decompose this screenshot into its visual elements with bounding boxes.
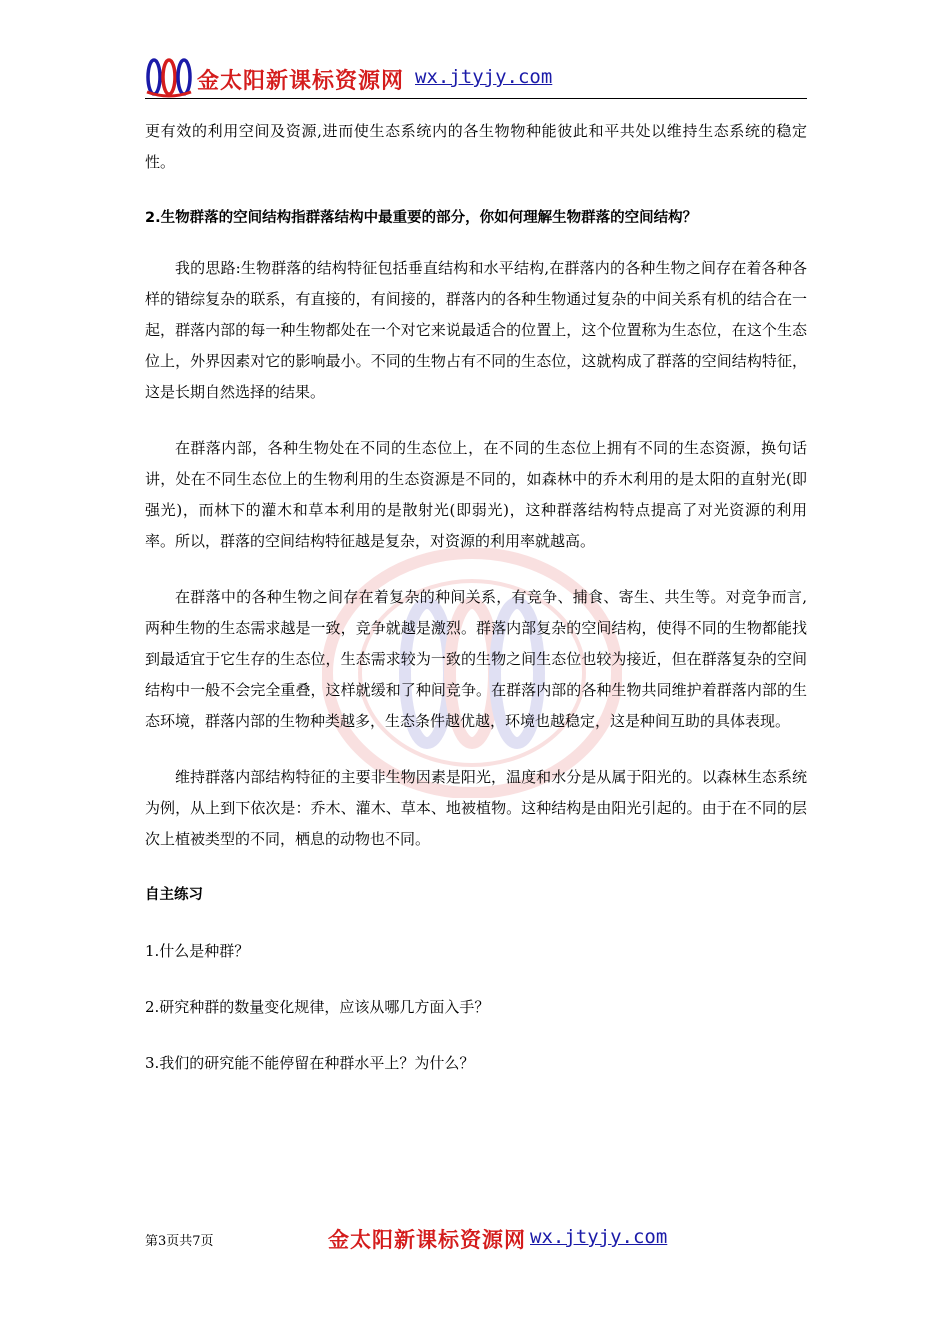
- header-divider: [145, 98, 807, 99]
- paragraph-thinking: 我的思路:生物群落的结构特征包括垂直结构和水平结构,在群落内的各种生物之间存在着各种各样的错综复杂的联系，有直接的，有间接的，群落内的各种生物通过复杂的中间关系有机的结合在一起，群落内部的每一种生物都处在一个对它来说最适合的位置上，这个位置称为生态位，在这个生态位上，外界因素对它的影响最小。不同的生物占有不同的生态位，这就构成了群落的空间结构特征，这是长期自然选择的结果。: [145, 259, 807, 401]
- section-heading-practice: 自主练习: [145, 887, 203, 903]
- jintaiyang-logo-icon: [145, 56, 193, 98]
- header-brand-name: 金太阳新课标资源网: [197, 68, 405, 94]
- paragraph-abiotic-factors: 维持群落内部结构特征的主要非生物因素是阳光，温度和水分是从属于阳光的。以森林生态系统为例，从上到下依次是：乔木、灌木、草本、地被植物。这种结构是由阳光引起的。由于在不同的层次上植被类型的不同，栖息的动物也不同。: [145, 768, 807, 848]
- paragraph-continuation: 更有效的利用空间及资源,进而使生态系统内的各生物物种能彼此和平共处以维持生态系统的稳定性。: [145, 122, 807, 171]
- page-header: [145, 56, 807, 98]
- footer-brand-name: 金太阳新课标资源网: [328, 1227, 526, 1252]
- page-number: 第3页共7页: [145, 1234, 214, 1249]
- header-site-link[interactable]: wx.jtyjy.com: [415, 66, 553, 88]
- practice-question-2: 2.研究种群的数量变化规律，应该从哪几方面入手？: [145, 998, 490, 1016]
- question-heading: 2.生物群落的空间结构指群落结构中最重要的部分，你如何理解生物群落的空间结构？: [145, 210, 698, 226]
- paragraph-competition: 在群落中的各种生物之间存在着复杂的种间关系，有竞争、捕食、寄生、共生等。对竞争而言,两种生物的生态需求越是一致，竞争就越是激烈。群落内部复杂的空间结构，使得不同的生物都能找到最适宜于它生存的生态位，生态需求较为一致的生物之间生态位也较为接近，但在群落复杂的空间结构中一般不会完全重叠，这样就缓和了种间竞争。在群落内部的各种生物共同维护着群落内部的生态环境，群落内部的生物种类越多，生态条件越优越，环境也越稳定，这是种间互助的具体表现。: [145, 588, 807, 730]
- document-body: [145, 116, 807, 1079]
- paragraph-niche-resources: 在群落内部，各种生物处在不同的生态位上，在不同的生态位上拥有不同的生态资源，换句话讲，处在不同生态位上的生物利用的生态资源是不同的，如森林中的乔木利用的是太阳的直射光(即强光)，而林下的灌木和草本利用的是散射光(即弱光)，这种群落结构特点提高了对光资源的利用率。所以，群落的空间结构特征越是复杂，对资源的利用率就越高。: [145, 439, 807, 550]
- practice-question-3: 3.我们的研究能不能停留在种群水平上？为什么？: [145, 1054, 475, 1072]
- practice-question-1: 1.什么是种群？: [145, 942, 250, 960]
- footer-site-link[interactable]: wx.jtyjy.com: [530, 1226, 668, 1248]
- page-footer: [145, 1222, 807, 1258]
